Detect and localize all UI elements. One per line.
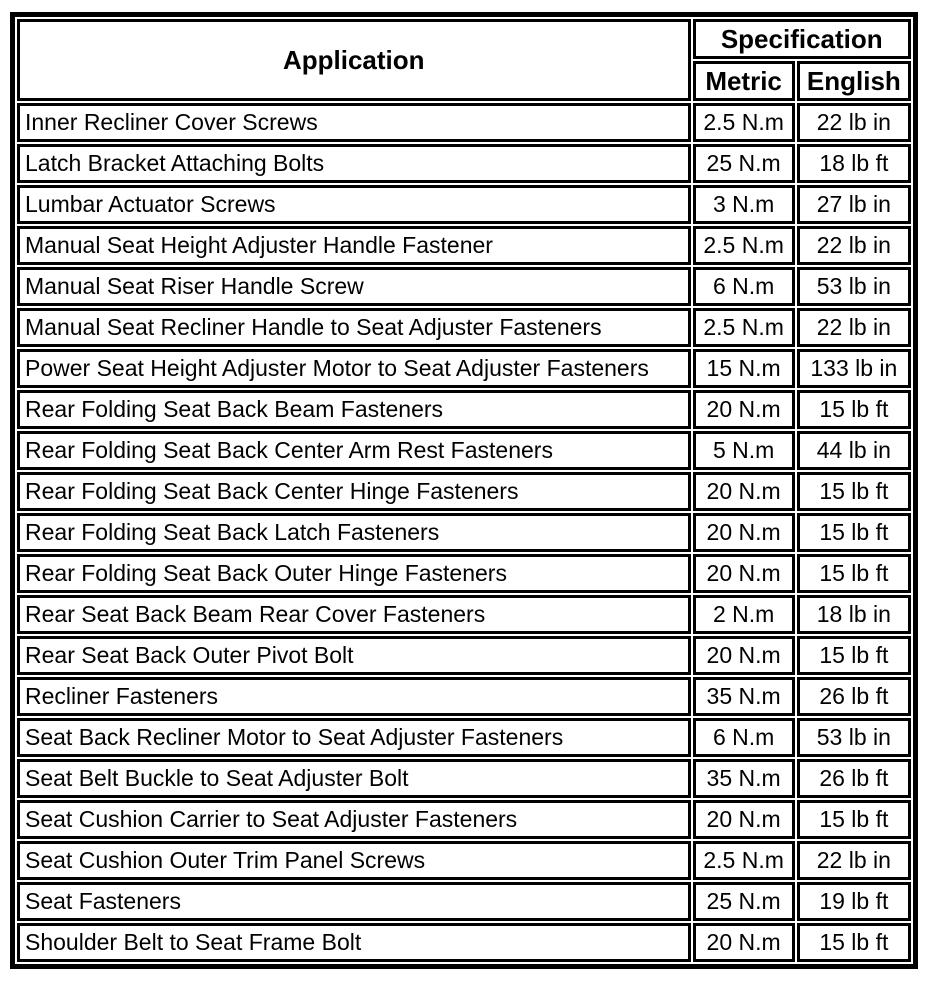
english-value-cell: 133 lb in <box>797 349 911 388</box>
metric-value-cell: 2.5 N.m <box>693 103 795 142</box>
application-cell: Rear Folding Seat Back Center Hinge Fasteners <box>17 472 691 511</box>
application-cell: Seat Belt Buckle to Seat Adjuster Bolt <box>17 759 691 798</box>
application-cell: Seat Cushion Carrier to Seat Adjuster Fasteners <box>17 800 691 839</box>
table-row <box>17 882 911 921</box>
table-row <box>17 554 911 593</box>
english-value-cell: 15 lb ft <box>797 390 911 429</box>
application-cell: Rear Folding Seat Back Latch Fasteners <box>17 513 691 552</box>
table-row <box>17 718 911 757</box>
specification-column-header: Specification <box>693 19 912 59</box>
english-value-cell: 26 lb ft <box>797 759 911 798</box>
english-value-cell: 44 lb in <box>797 431 911 470</box>
application-cell: Rear Seat Back Outer Pivot Bolt <box>17 636 691 675</box>
metric-value-cell: 35 N.m <box>693 677 795 716</box>
metric-value-cell: 25 N.m <box>693 882 795 921</box>
english-value-cell: 15 lb ft <box>797 472 911 511</box>
spec-table-body <box>17 103 911 962</box>
english-value-cell: 26 lb ft <box>797 677 911 716</box>
spec-table-header <box>17 19 911 101</box>
english-value-cell: 15 lb ft <box>797 923 911 962</box>
application-cell: Manual Seat Riser Handle Screw <box>17 267 691 306</box>
table-row <box>17 267 911 306</box>
table-row <box>17 185 911 224</box>
application-cell: Power Seat Height Adjuster Motor to Seat Adjuster Fasteners <box>17 349 691 388</box>
table-row <box>17 144 911 183</box>
metric-value-cell: 20 N.m <box>693 554 795 593</box>
application-cell: Seat Back Recliner Motor to Seat Adjuster Fasteners <box>17 718 691 757</box>
table-row <box>17 677 911 716</box>
metric-value-cell: 25 N.m <box>693 144 795 183</box>
metric-value-cell: 20 N.m <box>693 800 795 839</box>
english-value-cell: 22 lb in <box>797 308 911 347</box>
table-row <box>17 308 911 347</box>
table-row <box>17 636 911 675</box>
english-value-cell: 15 lb ft <box>797 513 911 552</box>
metric-value-cell: 2.5 N.m <box>693 226 795 265</box>
english-value-cell: 19 lb ft <box>797 882 911 921</box>
application-cell: Rear Folding Seat Back Center Arm Rest Fasteners <box>17 431 691 470</box>
english-value-cell: 15 lb ft <box>797 800 911 839</box>
application-cell: Latch Bracket Attaching Bolts <box>17 144 691 183</box>
metric-value-cell: 20 N.m <box>693 923 795 962</box>
metric-value-cell: 20 N.m <box>693 472 795 511</box>
table-row <box>17 390 911 429</box>
table-row <box>17 349 911 388</box>
table-row <box>17 472 911 511</box>
english-value-cell: 27 lb in <box>797 185 911 224</box>
application-cell: Manual Seat Recliner Handle to Seat Adjuster Fasteners <box>17 308 691 347</box>
table-row <box>17 103 911 142</box>
english-value-cell: 53 lb in <box>797 718 911 757</box>
table-row <box>17 595 911 634</box>
metric-value-cell: 5 N.m <box>693 431 795 470</box>
metric-value-cell: 6 N.m <box>693 267 795 306</box>
metric-value-cell: 20 N.m <box>693 390 795 429</box>
table-row <box>17 841 911 880</box>
english-column-header: English <box>797 61 911 101</box>
table-row <box>17 759 911 798</box>
application-cell: Inner Recliner Cover Screws <box>17 103 691 142</box>
application-cell: Rear Folding Seat Back Beam Fasteners <box>17 390 691 429</box>
english-value-cell: 22 lb in <box>797 226 911 265</box>
metric-value-cell: 2 N.m <box>693 595 795 634</box>
application-cell: Manual Seat Height Adjuster Handle Fastener <box>17 226 691 265</box>
header-row-1 <box>17 19 911 59</box>
english-value-cell: 15 lb ft <box>797 636 911 675</box>
application-cell: Lumbar Actuator Screws <box>17 185 691 224</box>
english-value-cell: 53 lb in <box>797 267 911 306</box>
english-value-cell: 22 lb in <box>797 841 911 880</box>
table-row <box>17 800 911 839</box>
application-cell: Recliner Fasteners <box>17 677 691 716</box>
english-value-cell: 15 lb ft <box>797 554 911 593</box>
metric-column-header: Metric <box>693 61 795 101</box>
application-column-header: Application <box>17 19 691 101</box>
table-row <box>17 513 911 552</box>
metric-value-cell: 3 N.m <box>693 185 795 224</box>
application-cell: Seat Cushion Outer Trim Panel Screws <box>17 841 691 880</box>
application-cell: Rear Folding Seat Back Outer Hinge Fasteners <box>17 554 691 593</box>
fastener-torque-spec-table <box>10 12 918 969</box>
metric-value-cell: 6 N.m <box>693 718 795 757</box>
application-cell: Shoulder Belt to Seat Frame Bolt <box>17 923 691 962</box>
english-value-cell: 22 lb in <box>797 103 911 142</box>
metric-value-cell: 20 N.m <box>693 636 795 675</box>
metric-value-cell: 2.5 N.m <box>693 841 795 880</box>
application-cell: Rear Seat Back Beam Rear Cover Fasteners <box>17 595 691 634</box>
metric-value-cell: 15 N.m <box>693 349 795 388</box>
application-cell: Seat Fasteners <box>17 882 691 921</box>
english-value-cell: 18 lb in <box>797 595 911 634</box>
table-row <box>17 923 911 962</box>
english-value-cell: 18 lb ft <box>797 144 911 183</box>
table-row <box>17 431 911 470</box>
metric-value-cell: 20 N.m <box>693 513 795 552</box>
metric-value-cell: 2.5 N.m <box>693 308 795 347</box>
metric-value-cell: 35 N.m <box>693 759 795 798</box>
table-row <box>17 226 911 265</box>
